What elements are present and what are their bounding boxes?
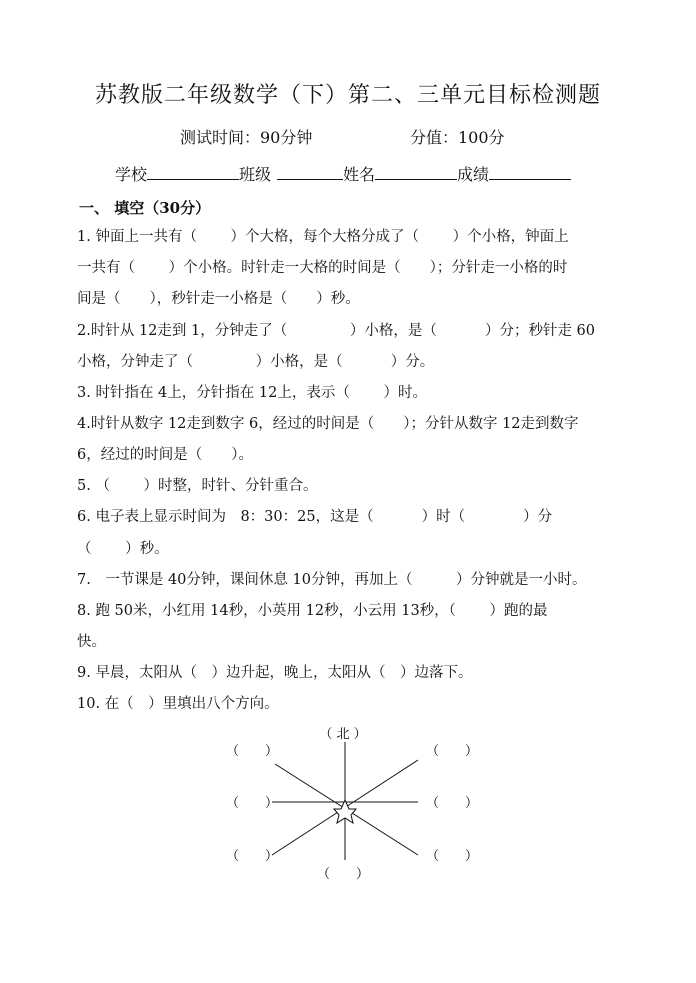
question-line: 10. 在（ ）里填出八个方向。 (77, 696, 279, 712)
test-time: 测试时间：90分钟 (180, 128, 313, 147)
southwest-blank: （ ） (225, 849, 279, 864)
page-title: 苏教版二年级数学（下）第二、三单元目标检测题 (94, 83, 601, 108)
question-line: 一共有（ ）个小格。时针走一大格的时间是（ ）；分针走一小格的时 (77, 260, 568, 276)
question-line: 9. 早晨，太阳从（ ）边升起，晚上，太阳从（ ）边落下。 (77, 665, 473, 681)
north-label: （ 北 ） (319, 727, 367, 742)
school-label: 学校 (115, 165, 148, 184)
question-line: （ ）秒。 (77, 541, 169, 557)
east-blank: （ ） (425, 796, 479, 811)
grade-label: 成绩 (457, 165, 490, 184)
question-line: 4.时针从数字 12走到数字 6，经过的时间是（ ）；分针从数字 12走到数字 (77, 416, 579, 432)
score-value: 分值：100分 (410, 128, 505, 147)
southeast-blank: （ ） (425, 849, 479, 864)
question-line: 6，经过的时间是（ ）。 (77, 447, 253, 463)
question-line: 快。 (77, 634, 106, 650)
section-heading: 一、 填空（30分） (79, 199, 211, 217)
class-label: 班级 (239, 165, 272, 184)
question-line: 7. 一节课是 40分钟，课间休息 10分钟，再加上（ ）分钟就是一小时。 (77, 572, 587, 588)
question-line: 3. 时针指在 4上，分针指在 12上，表示（ ）时。 (77, 385, 427, 401)
question-line: 6. 电子表上显示时间为 8：30：25，这是（ ）时（ ）分 (77, 509, 553, 525)
west-blank: （ ） (225, 796, 279, 811)
question-line: 8. 跑 50米，小红用 14秒，小英用 12秒，小云用 13秒，（ ）跑的最 (77, 603, 548, 619)
question-line: 小格，分钟走了（ ）小格，是（ ）分。 (77, 354, 435, 370)
name-label: 姓名 (343, 165, 376, 184)
south-blank: （ ） (316, 867, 370, 882)
northwest-blank: （ ） (225, 744, 279, 759)
question-line: 间是（ ），秒针走一小格是（ ）秒。 (77, 291, 360, 307)
question-line: 2.时针从 12走到 1，分钟走了（ ）小格，是（ ）分；秒针走 60 (77, 323, 596, 339)
question-line: 5. （ ）时整，时针、分针重合。 (77, 478, 318, 494)
question-line: 1. 钟面上一共有（ ）个大格，每个大格分成了（ ）个小格，钟面上 (77, 229, 569, 245)
northeast-blank: （ ） (425, 744, 479, 759)
